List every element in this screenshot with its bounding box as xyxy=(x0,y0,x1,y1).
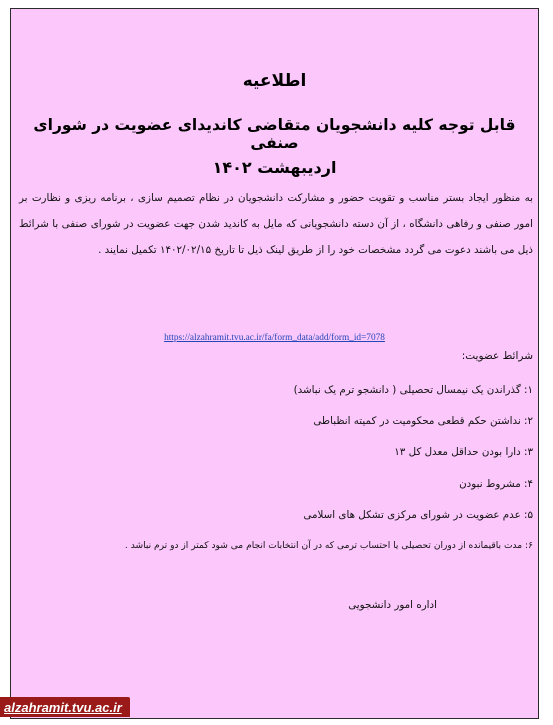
condition-item: ۳: دارا بودن حداقل معدل کل ۱۳ xyxy=(394,446,533,459)
condition-item: ۶: مدت باقیمانده از دوران تحصیلی یا احتساب ترمی که در آن انتخابات انجام می شود کمتر از دو ترم نباشد . xyxy=(124,540,533,551)
notice-body: به منظور ایجاد بستر مناسب و تقویت حضور و مشارکت دانشجویان در نظام تصمیم سازی ، برنامه ریزی و نظارت بر امور صنفی و رفاهی دانشگاه ، از آن دسته دانشجویانی که مایل به کاندید شدن جهت عضویت در شورای صنفی با شرائط ذیل می باشند دعوت می گردد مشخصات خود را از طریق لینک ذیل تا تاریخ ۱۴۰۲/۰۲/۱۵ تکمیل نمایند . xyxy=(19,192,533,256)
condition-item: ۱: گذراندن یک نیمسال تحصیلی ( دانشجو ترم یک نباشد) xyxy=(293,384,533,396)
signature: اداره امور دانشجویی xyxy=(348,599,437,611)
notice-date: اردیبهشت ۱۴۰۲ xyxy=(212,158,337,177)
registration-link[interactable]: https://alzahramit.tvu.ac.ir/fa/form_data/add/form_id=7078 xyxy=(164,333,385,343)
conditions-list xyxy=(19,375,533,562)
conditions-heading: شرائط عضویت: xyxy=(461,350,533,362)
notice-title: اطلاعیه xyxy=(242,71,307,91)
notice-subtitle: قابل توجه کلیه دانشجویان متقاضی کاندیدای عضویت در شورای صنفی xyxy=(33,116,516,152)
watermark-text: alzahramit.tvu.ac.ir xyxy=(4,699,122,715)
notice-sheet xyxy=(10,8,539,719)
condition-item: ۲: نداشتن حکم قطعی محکومیت در کمیته انظباطی xyxy=(313,415,533,428)
condition-item: ۴: مشروط نبودن xyxy=(459,477,533,490)
registration-link-row xyxy=(11,325,538,344)
condition-item: ۵: عدم عضویت در شورای مرکزی تشکل های اسلامی xyxy=(303,508,533,521)
site-watermark-logo xyxy=(0,697,130,717)
